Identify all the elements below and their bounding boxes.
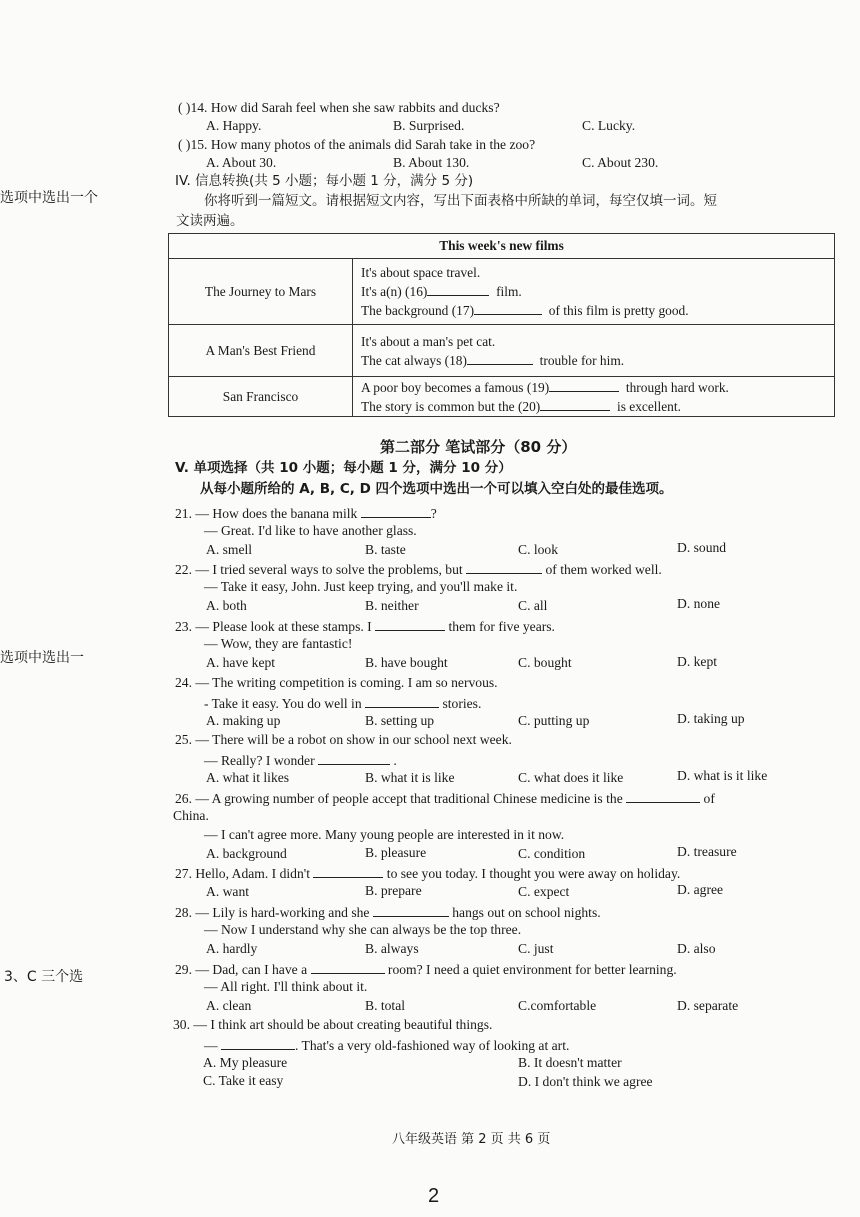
section-5-intro: 从每小题所给的 A, B, C, D 四个选项中选出一个可以填入空白处的最佳选项。 <box>200 481 673 497</box>
question-25-line2: — Really? I wonder . <box>204 753 397 768</box>
option-26c: C. condition <box>518 846 586 861</box>
film-2-line1: It's about a man's pet cat. <box>361 333 496 349</box>
question-27-line1: 27. Hello, Adam. I didn't to see you today. I thought you were away on holiday. <box>175 866 681 881</box>
page-number: 2 <box>428 1185 440 1207</box>
section-4-intro-line1: 你将听到一篇短文。请根据短文内容，写出下面表格中所缺的单词，每空仅填一词。短 <box>204 193 717 209</box>
option-26d: D. treasure <box>677 844 737 859</box>
option-15a: A. About 30. <box>206 155 277 170</box>
option-24b: B. setting up <box>365 713 435 728</box>
question-23-line1: 23. — Please look at these stamps. I them for five years. <box>175 619 555 634</box>
film-3-line2: The story is common but the (20) is excellent. <box>361 398 681 414</box>
blank-21[interactable] <box>361 505 431 518</box>
option-23b: B. have bought <box>365 655 448 670</box>
option-26b: B. pleasure <box>365 845 427 860</box>
question-26-line2: — I can't agree more. Many young people are interested in it now. <box>204 827 565 842</box>
question-14-stem: ( )14. How did Sarah feel when she saw rabbits and ducks? <box>178 100 500 115</box>
option-29c: C.comfortable <box>518 998 597 1013</box>
question-24-line1: 24. — The writing competition is coming. I am so nervous. <box>175 675 498 690</box>
question-24-line2: - Take it easy. You do well in stories. <box>204 696 482 711</box>
question-22-line2: — Take it easy, John. Just keep trying, and you'll make it. <box>204 579 518 594</box>
film-1-line3: The background (17) of this film is pretty good. <box>361 303 689 318</box>
blank-24[interactable] <box>365 695 439 708</box>
blank-23[interactable] <box>375 618 445 631</box>
option-22d: D. none <box>677 596 721 611</box>
blank-25[interactable] <box>318 752 390 765</box>
question-30-line2: — . That's a very old-fashioned way of looking at art. <box>204 1038 570 1053</box>
option-26a: A. background <box>206 846 287 861</box>
film-name-1: The Journey to Mars <box>169 259 353 325</box>
question-21-line2: — Great. I'd like to have another glass. <box>204 523 417 538</box>
film-1-line1: It's about space travel. <box>361 265 481 280</box>
film-desc-3 <box>353 377 835 417</box>
option-29d: D. separate <box>677 998 739 1013</box>
option-27a: A. want <box>206 884 250 899</box>
option-27d: D. agree <box>677 882 724 897</box>
option-28d: D. also <box>677 941 716 956</box>
blank-16[interactable] <box>427 283 489 296</box>
option-21b: B. taste <box>365 542 406 557</box>
question-23-line2: — Wow, they are fantastic! <box>204 636 353 651</box>
margin-fragment-1: 选项中选出一个 <box>0 190 98 206</box>
blank-20[interactable] <box>540 398 610 411</box>
option-14b: B. Surprised. <box>393 118 465 133</box>
question-22-line1: 22. — I tried several ways to solve the problems, but of them worked well. <box>175 562 662 577</box>
film-desc-1 <box>353 259 835 325</box>
blank-29[interactable] <box>311 961 385 974</box>
option-14a: A. Happy. <box>206 118 262 133</box>
option-28a: A. hardly <box>206 941 258 956</box>
option-15c: C. About 230. <box>582 155 659 170</box>
page-footer: 八年级英语 第 2 页 共 6 页 <box>392 1132 551 1147</box>
option-23a: A. have kept <box>206 655 276 670</box>
option-29a: A. clean <box>206 998 252 1013</box>
question-26-line1-cont: China. <box>173 808 209 823</box>
option-14c: C. Lucky. <box>582 118 636 133</box>
film-name-2: A Man's Best Friend <box>169 325 353 377</box>
option-24d: D. taking up <box>677 711 745 726</box>
option-27c: C. expect <box>518 884 570 899</box>
section-4-intro-line2: 文读两遍。 <box>176 213 244 229</box>
question-25-line1: 25. — There will be a robot on show in our school next week. <box>175 732 512 747</box>
option-29b: B. total <box>365 998 406 1013</box>
margin-fragment-3: 3、C 三个选 <box>4 969 84 985</box>
films-table-header: This week's new films <box>169 234 835 259</box>
option-28c: C. just <box>518 941 554 956</box>
question-30-line1: 30. — I think art should be about creating beautiful things. <box>173 1017 493 1032</box>
film-desc-2 <box>353 325 835 377</box>
blank-27[interactable] <box>313 865 383 878</box>
option-25a: A. what it likes <box>206 770 290 785</box>
part-2-title: 第二部分 笔试部分（80 分） <box>380 438 577 456</box>
question-28-line2: — Now I understand why she can always be the top three. <box>204 922 522 937</box>
blank-30[interactable] <box>221 1037 295 1050</box>
option-23c: C. bought <box>518 655 572 670</box>
film-name-3: San Francisco <box>169 377 353 417</box>
blank-28[interactable] <box>373 904 449 917</box>
option-24c: C. putting up <box>518 713 590 728</box>
option-15b: B. About 130. <box>393 155 470 170</box>
option-28b: B. always <box>365 941 419 956</box>
option-25c: C. what does it like <box>518 770 624 785</box>
film-1-line2: It's a(n) (16) film. <box>361 284 522 299</box>
option-22a: A. both <box>206 598 247 613</box>
section-4-title: IV. 信息转换(共 5 小题；每小题 1 分，满分 5 分) <box>175 173 474 189</box>
option-30d: D. I don't think we agree <box>518 1074 653 1089</box>
film-2-line2: The cat always (18) trouble for him. <box>361 352 625 368</box>
option-22c: C. all <box>518 598 548 613</box>
option-22b: B. neither <box>365 598 419 613</box>
option-21c: C. look <box>518 542 559 557</box>
question-26-line1: 26. — A growing number of people accept that traditional Chinese medicine is the of <box>175 791 715 806</box>
film-3-line1: A poor boy becomes a famous (19) through hard work. <box>361 379 729 395</box>
section-5-title: V. 单项选择（共 10 小题；每小题 1 分，满分 10 分） <box>175 460 512 476</box>
question-21-line1: 21. — How does the banana milk ? <box>175 506 437 521</box>
blank-17[interactable] <box>474 302 542 315</box>
option-25d: D. what is it like <box>677 768 768 783</box>
margin-fragment-2: 选项中选出一 <box>0 650 84 666</box>
option-27b: B. prepare <box>365 883 422 898</box>
question-15-stem: ( )15. How many photos of the animals did Sarah take in the zoo? <box>178 137 536 152</box>
option-30a: A. My pleasure <box>203 1055 288 1070</box>
question-29-line2: — All right. I'll think about it. <box>204 979 368 994</box>
blank-18[interactable] <box>467 352 533 365</box>
blank-19[interactable] <box>549 379 619 392</box>
question-28-line1: 28. — Lily is hard-working and she hangs out on school nights. <box>175 905 601 920</box>
question-29-line1: 29. — Dad, can I have a room? I need a quiet environment for better learning. <box>175 962 677 977</box>
option-25b: B. what it is like <box>365 770 455 785</box>
films-table <box>168 233 835 417</box>
option-24a: A. making up <box>206 713 281 728</box>
option-21d: D. sound <box>677 540 727 555</box>
option-21a: A. smell <box>206 542 253 557</box>
blank-22[interactable] <box>466 561 542 574</box>
option-23d: D. kept <box>677 654 718 669</box>
option-30b: B. It doesn't matter <box>518 1055 622 1070</box>
option-30c: C. Take it easy <box>203 1073 284 1088</box>
blank-26[interactable] <box>626 790 700 803</box>
